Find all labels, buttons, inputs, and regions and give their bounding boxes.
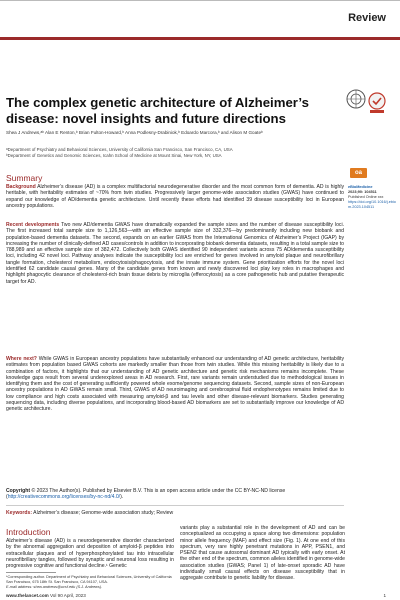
- summary-recent-developments: [6, 222, 344, 285]
- copyright-text: © 2023 The Author(s). Published by Elsevier B.V. This is an open access article under the CC BY-NC-ND license (: [6, 488, 286, 501]
- introduction-right-column: variants play a substantial role in the development of AD and can be conceptualized as occupying a space along two dimensions: population minor allele frequency (MAF) and effect size (Fig. 1). At one end of this spectrum, very rare highly penetrant mutations in APP, PSEN1, and PSEN2 that cause autosomal dominant AD typically with early onset. At the other end of the spectrum, common alleles identified in genome-wide association studies (GWAS; Panel 1) of late-onset sporadic AD have individually small causal effects on disease susceptibility that in aggregate contribute to genetic liability for disease.: [180, 525, 345, 582]
- affiliation-b: ᵇDepartment of Genetics and Genomic Sciences, Icahn School of Medicine at Mount Sinai, New York, NY, USA: [6, 153, 222, 158]
- footer-issue: Vol 90 April, 2023: [50, 593, 86, 598]
- recent-developments-text: Two new AD/dementia GWAS have dramatically expanded the sample sizes and the number of disease susceptibility loci. The first increased total sample size to 1,126,563—with an effective sample size of 332,376—by predominantly including new biobank and population-based dementia datasets. The second, expands on an earlier GWAS from the International Genomics of Alzheimer’s Project (IGAP) by increasing the number of clinically-defined AD cases/controls in addition to incorporating biobank dementia datasets, resulting in a total sample size to 788,989 and an effective sample size of 382,472. Collectively both GWAS identified 90 independent variants across 75 AD/dementia susceptibility loci, including 42 novel loci. Pathway analyses indicate the susceptibility loci are enriched for genes involved in amyloid plaque and neurofibrillary tangle formation, cholesterol metabolism, endocytosis/phagocytosis, and the innate immune system. Gene prioritization efforts for the novel loci identified 62 candidate causal genes. Many of the candidate genes from known and newly discovered loci play key roles in macrophages and highlight phagocytic clearance of cholesterol-rich brain tissue debris by microglia (efferocytosis) as a core pathogenetic hub and putative therapeutic target for AD.: [6, 222, 344, 285]
- keywords-divider: [6, 505, 344, 506]
- introduction-heading: Introduction: [6, 527, 51, 537]
- article-title: The complex genetic architecture of Alzheimer’s disease: novel insights and future directions: [6, 95, 309, 126]
- where-next-label: Where next?: [6, 356, 37, 362]
- keywords-label: Keywords:: [6, 510, 33, 516]
- published-online: Published Online xxx: [348, 195, 384, 199]
- article-id: 2023;90: 104511: [348, 190, 377, 194]
- section-label: Review: [348, 12, 386, 24]
- check-for-updates-icon[interactable]: [368, 92, 386, 114]
- keywords: [6, 510, 344, 516]
- open-access-badge: oa: [350, 168, 367, 178]
- footer-journal: [6, 593, 86, 598]
- summary-background: [6, 184, 344, 209]
- doi-link[interactable]: https://doi.org/10.1016/j.ebiom.2023.104511: [348, 200, 396, 209]
- author-list: Shea J Andrews,ᵃᵇ Alan E Renton,ᵇ Brian Fulton-Howard,ᵇ Anna Podlesny-Drabiniok,ᵇ Edoardo Marcora,ᵇ and Alison M Goateᵇ: [6, 130, 263, 135]
- footer-rule: [0, 0, 400, 1]
- where-next-text: While GWAS in European ancestry populations have substantially enhanced our understanding of AD genetic architecture, heritability estimates from population based GWAS cohorts are markedly smaller than those from twin studies. While this missing heritability is likely due to a combination of factors, it highlights that our understanding of AD genetic architecture and genetic risk mechanisms remains incomplete. These knowledge gaps result from several underexplored areas in AD research. First, rare variants remain understudied due to methodological issues in identifying them and the cost of generating sufficiently powered whole exome/genome sequencing datasets. Second, sample sizes of non-European ancestry populations in AD GWAS remain small. Third, GWAS of AD neuroimaging and cerebrospinal fluid endophenotypes remains limited due to low compliance and high costs associated with measuring amyloid-β and tau levels and other disease-relevant biomarkers. Studies generating sequencing data, including diverse populations, and incorporating blood-based AD biomarkers are set to substantially improve our knowledge of AD genetic architecture.: [6, 356, 345, 413]
- copyright-notice: [6, 488, 344, 501]
- affiliation-a: ᵃDepartment of Psychiatry and Behavioral Sciences, University of California San Francisco, San Francisco, CA, USA: [6, 147, 233, 152]
- introduction-left-column: Alzheimer’s disease (AD) is a neurodegenerative disorder characterized by the abnormal aggregation and deposition of amyloid-β peptides into extracellular plaques and of hyperphosphorylated tau into intracellular neurofibrillary tangles, followed by synaptic and neuronal loss resulting in progressive cognitive and functional decline.¹ Genetic: [6, 538, 174, 570]
- footnote-divider: [6, 572, 56, 573]
- footer-url[interactable]: www.thelancet.com: [6, 593, 49, 598]
- summary-where-next: [6, 356, 344, 413]
- page-number: 1: [383, 593, 386, 598]
- copyright-label: Copyright: [6, 488, 31, 494]
- lancet-logo-icon: [346, 89, 366, 109]
- background-text: Alzheimer’s disease (AD) is a complex multifactorial neurodegenerative disorder and the most common form of dementia. AD is highly heritable, with heritability estimates of ~70% from twin studies. Progressively larger genome-wide association studies (GWAS) have continued to expand our knowledge of AD/dementia genetic architecture. Until recently these efforts had identified 39 disease susceptibility loci in European ancestry populations.: [6, 184, 344, 209]
- corresponding-author-text: *Corresponding author. Department of Psychiatry and Behavioral Sciences, University of California San Francisco, 675 18th St. San Francisco, CA 94107, USA.: [6, 575, 172, 584]
- article-sidebar: [348, 185, 398, 210]
- journal-name: eBioMedicine: [348, 185, 373, 189]
- keywords-text: Alzheimer’s disease; Genome-wide association study; Review: [32, 510, 174, 516]
- corresponding-author-note: [6, 575, 174, 589]
- copyright-end: ).: [120, 494, 124, 501]
- header-rule: [0, 37, 400, 40]
- recent-developments-label: Recent developments: [6, 222, 60, 228]
- summary-heading: Summary: [6, 173, 43, 183]
- license-link[interactable]: http://creativecommons.org/licenses/by-nc-nd/4.0/: [7, 494, 121, 501]
- corresponding-email: E-mail address: shea.andrews@ucsf.edu (S.J. Andrews).: [6, 584, 103, 589]
- background-label: Background: [6, 184, 36, 190]
